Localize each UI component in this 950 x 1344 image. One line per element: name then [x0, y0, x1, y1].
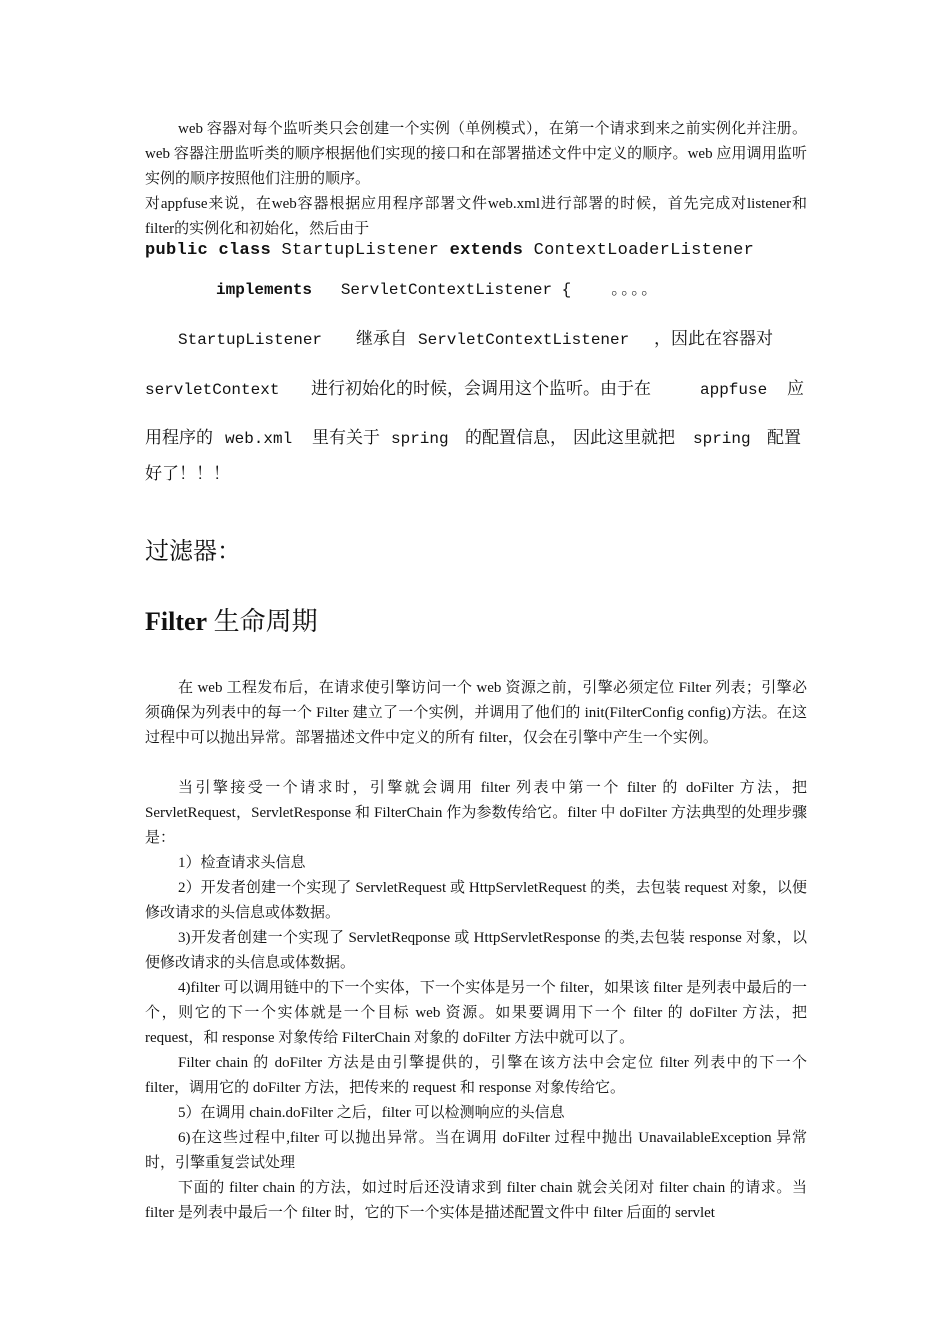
body-step-5: 5）在调用 chain.doFilter 之后，filter 可以检测响应的头信息: [178, 1105, 565, 1121]
explain-config: 配置: [767, 428, 801, 447]
code-ellipsis: 。。。。: [611, 281, 660, 298]
body-paragraph-1: 在 web 工程发布后，在请求使引擎访问一个 web 资源之前，引擎必须定位 Filter 列表；引擎必须确保为列表中的每一个 Filter 建立了一个实例，并调用了他们的 init(FilterConfig config)方法。在这过程中可以抛出异常。部署描述文件中定义的所有 filter，仅会在引擎中产生一个实例。: [145, 680, 807, 746]
explain-servlet-context-listener: ServletContextListener: [418, 331, 630, 349]
body-step-2: 2）开发者创建一个实现了 ServletRequest 或 HttpServletRequest 的类，去包装 request 对象，以便修改请求的头信息或体数据。: [145, 880, 807, 921]
body-filter-chain: Filter chain 的 doFilter 方法是由引擎提供的，引擎在该方法中会定位 filter 列表中的下一个 filter，调用它的 doFilter 方法，把传来的 request 和 response 对象传给它。: [145, 1055, 807, 1096]
explain-about: 里有关于: [312, 428, 380, 447]
explain-app: 用程序的: [145, 428, 213, 447]
body-step-6: 6)在这些过程中,filter 可以抛出异常。当在调用 doFilter 过程中抛出 UnavailableException 异常时，引擎重复尝试处理: [145, 1130, 807, 1171]
explain-servlet-context: servletContext: [145, 381, 280, 399]
heading-filter: 过滤器：: [145, 539, 241, 565]
body-paragraph-last: 下面的 filter chain 的方法，如过时后还没请求到 filter chain 就会关闭对 filter chain 的请求。当 filter 是列表中最后一个 filter 时，它的下一个实体是描述配置文件中 filter 后面的 servlet: [145, 1180, 807, 1221]
body-paragraph-2: 当引擎接受一个请求时，引擎就会调用 filter 列表中第一个 filter 的 doFilter 方法，把 ServletRequest，ServletResponse 和 FilterChain 作为参数传给它。filter 中 doFilter 方法典型的处理步骤是：: [145, 780, 807, 846]
code-parent-class: ContextLoaderListener: [533, 241, 755, 260]
intro-paragraph-2: 对appfuse来说，在web容器根据应用程序部署文件web.xml进行部署的时候，首先完成对listener和filter的实例化和初始化，然后由于: [145, 196, 807, 237]
explain-ying: 应: [787, 379, 804, 398]
code-line-implements: [216, 278, 659, 302]
explain-config-info: 的配置信息，: [465, 428, 567, 447]
heading-filter-bold: Filter: [145, 607, 208, 636]
heading-filter-lifecycle: [145, 603, 318, 641]
code-interface-name: ServletContextListener {: [340, 281, 572, 299]
code-class-name: StartupListener: [281, 241, 440, 260]
explain-spring-2: spring: [693, 430, 751, 448]
explain-inherits: 继承自: [356, 329, 407, 348]
explain-therefore: ，因此在容器对: [654, 329, 773, 348]
explain-line-2: [145, 375, 807, 404]
heading-lifecycle-text: 生命周期: [207, 607, 318, 636]
explain-web-xml: web.xml: [225, 430, 293, 448]
body-step-3: 3)开发者创建一个实现了 ServletReqponse 或 HttpServletResponse 的类,去包装 response 对象，以便修改请求的头信息或体数据。: [145, 930, 807, 971]
code-line-class-declaration: [145, 238, 815, 264]
explain-line-3: [145, 424, 807, 453]
explain-line-1: [145, 325, 807, 354]
explain-so-here: 因此这里就把: [573, 428, 675, 447]
explain-spring-1: spring: [391, 430, 449, 448]
explain-line-4: 好了！！！: [145, 464, 230, 483]
explain-appfuse: appfuse: [700, 381, 768, 399]
body-step-4: 4)filter 可以调用链中的下一个实体，下一个实体是另一个 filter，如果该 filter 是列表中最后的一个，则它的下一个实体就是一个目标 web 资源。如果要调用下一个 filter 的 doFilter 方法，把 request，和 response 对象传给 FilterChain 对象的 doFilter 方法中就可以了。: [145, 980, 807, 1046]
body-step-1: 1）检查请求头信息: [178, 855, 306, 871]
explain-init-text: 进行初始化的时候，会调用这个监听。由于在: [311, 379, 651, 398]
code-keyword-implements: implements: [216, 281, 313, 299]
explain-startup-listener: StartupListener: [178, 331, 323, 349]
code-keyword-public-class: public class: [145, 241, 272, 260]
intro-paragraph-1: web 容器对每个监听类只会创建一个实例（单例模式），在第一个请求到来之前实例化并注册。web 容器注册监听类的顺序根据他们实现的接口和在部署描述文件中定义的顺序。web 应用调用监听实例的顺序按照他们注册的顺序。: [145, 121, 807, 187]
code-keyword-extends: extends: [449, 241, 524, 260]
